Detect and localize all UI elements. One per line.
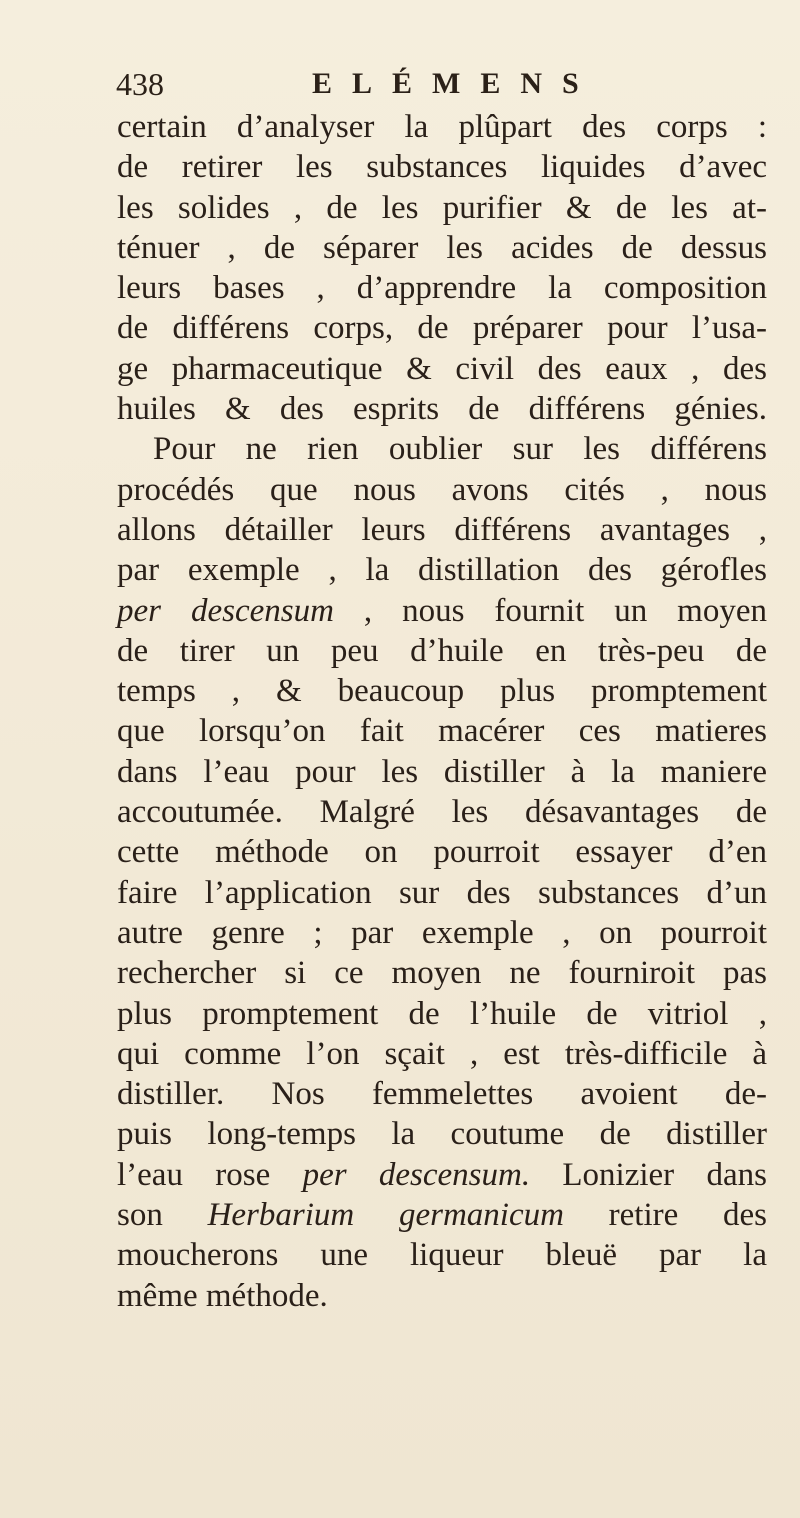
text-segment: autre genre ; par exemple , on pourroit: [117, 914, 767, 951]
running-head: [116, 62, 696, 106]
text-line: [117, 873, 767, 913]
text-line: [117, 591, 767, 631]
running-head-title: ELÉMENS: [312, 67, 599, 100]
body-text: [117, 107, 767, 1316]
text-segment: par exemple , la distillation des gérofles: [117, 552, 767, 589]
text-segment: ge pharmaceutique & civil des eaux , des: [117, 350, 767, 387]
text-segment: même méthode.: [117, 1277, 328, 1314]
text-segment: plus promptement de l’huile de vitriol ,: [117, 995, 767, 1032]
text-line: [117, 228, 767, 268]
text-line: [117, 1276, 767, 1316]
text-segment: , nous fournit un moyen: [333, 592, 767, 629]
text-segment: dans l’eau pour les distiller à la maniere: [117, 753, 767, 790]
text-line: [117, 268, 767, 308]
text-segment: Pour ne rien oublier sur les différens: [153, 431, 767, 468]
text-line: [117, 550, 767, 590]
text-line: [117, 510, 767, 550]
text-segment: de différens corps, de préparer pour l’usa-: [117, 310, 767, 347]
text-segment: allons détailler leurs différens avantages ,: [117, 511, 767, 548]
text-line: [117, 308, 767, 348]
italic-text-segment: per descensum: [117, 592, 334, 629]
text-line: [117, 1074, 767, 1114]
page-number: 438: [116, 66, 164, 102]
text-line: [117, 389, 767, 429]
text-line: [117, 711, 767, 751]
text-line: [117, 349, 767, 389]
text-line: [117, 1034, 767, 1074]
text-line: [117, 107, 767, 147]
text-segment: certain d’analyser la plûpart des corps :: [117, 109, 767, 145]
italic-text-segment: Herbarium germanicum: [207, 1197, 564, 1234]
text-segment: les solides , de les purifier & de les at-: [117, 189, 767, 226]
text-segment: huiles & des esprits de différens génies.: [117, 391, 767, 428]
text-segment: moucherons une liqueur bleuë par la: [117, 1237, 767, 1274]
text-segment: cette méthode on pourroit essayer d’en: [117, 834, 767, 871]
text-segment: distiller. Nos femmelettes avoient de-: [117, 1076, 767, 1113]
text-line: [117, 631, 767, 671]
text-segment: Lonizier dans: [530, 1156, 767, 1193]
text-segment: l’eau rose: [117, 1156, 303, 1193]
text-segment: leurs bases , d’apprendre la composition: [117, 270, 767, 307]
text-line: [117, 994, 767, 1034]
text-segment: de retirer les substances liquides d’avec: [117, 149, 767, 186]
text-line: [117, 147, 767, 187]
text-segment: de tirer un peu d’huile en très-peu de: [117, 632, 767, 669]
text-line: [117, 470, 767, 510]
text-line: [117, 832, 767, 872]
text-segment: faire l’application sur des substances d’un: [117, 874, 767, 911]
text-line: [117, 913, 767, 953]
text-line: [117, 752, 767, 792]
text-line: [117, 953, 767, 993]
text-line: [117, 1114, 767, 1154]
text-line: [117, 429, 767, 469]
text-segment: procédés que nous avons cités , nous: [117, 471, 767, 508]
text-line: [117, 1195, 767, 1235]
text-segment: puis long-temps la coutume de distiller: [117, 1116, 767, 1153]
text-line: [117, 792, 767, 832]
text-line: [117, 1155, 767, 1195]
text-segment: ténuer , de séparer les acides de dessus: [117, 229, 767, 266]
text-segment: temps , & beaucoup plus promptement: [117, 673, 767, 710]
text-line: [117, 188, 767, 228]
text-segment: retire des: [563, 1197, 767, 1234]
text-segment: que lorsqu’on fait macérer ces matieres: [117, 713, 767, 750]
text-segment: qui comme l’on sçait , est très-difficile à: [117, 1035, 767, 1072]
text-segment: rechercher si ce moyen ne fourniroit pas: [117, 955, 767, 992]
italic-text-segment: per descensum.: [302, 1156, 531, 1193]
text-segment: son: [117, 1197, 208, 1234]
text-line: [117, 671, 767, 711]
text-segment: accoutumée. Malgré les désavantages de: [117, 794, 767, 831]
text-line: [117, 1235, 767, 1275]
